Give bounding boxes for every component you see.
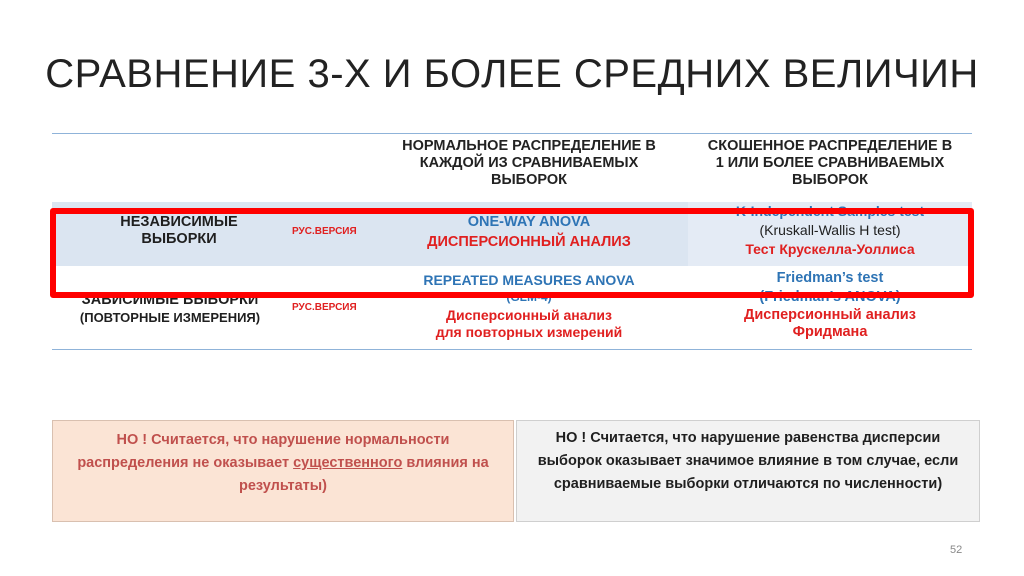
friedmans-test-text: Friedman’s test [776,270,884,286]
k-independent-samples-text: K-Independent Samples test [735,203,925,219]
friedman-dispersion-line-2: Фридмана [792,324,868,340]
header-normal-line-1: НОРМАЛЬНОЕ РАСПРЕДЕЛЕНИЕ В [402,138,656,154]
kruskell-wallis-ru-text: Тест Крускелла-Уоллиса [745,241,915,257]
independent-rus-version-link[interactable]: РУС.ВЕРСИЯ [292,226,357,237]
header-skewed-line-3: ВЫБОРОК [792,172,868,188]
dispersion-analysis-text: ДИСПЕРСИОННЫЙ АНАЛИЗ [427,234,631,250]
slide-title: СРАВНЕНИЕ 3-Х И БОЛЕЕ СРЕДНИХ ВЕЛИЧИН [45,52,979,96]
table-bottom-line [52,349,972,350]
header-skewed-distribution [688,138,972,189]
dependent-rus-version-link[interactable]: РУС.ВЕРСИЯ [292,302,357,313]
dependent-label-line-2: (ПОВТОРНЫЕ ИЗМЕРЕНИЯ) [79,310,261,325]
friedman-dispersion-line-1: Дисперсионный анализ [744,307,916,323]
independent-label-line-2: ВЫБОРКИ [141,231,217,247]
header-skewed-line-1: СКОШЕННОЕ РАСПРЕДЕЛЕНИЕ В [707,138,953,154]
glm-4-text: (GLM-4) [506,290,552,304]
repeated-dispersion-line-2: для повторных измерений [435,324,623,340]
highlight-rectangle [50,208,974,298]
header-normal-line-2: КАЖДОЙ ИЗ СРАВНИВАЕМЫХ [419,155,639,171]
dependent-label-line-1: ЗАВИСИМЫЕ ВЫБОРКИ [81,292,259,308]
header-skewed-line-2: 1 ИЛИ БОЛЕЕ СРАВНИВАЕМЫХ [715,155,945,171]
kruskall-wallis-text: (Kruskall-Wallis H test) [759,222,901,238]
note-normality-part-1: НО ! Считается, что нарушение нормальности распределения не оказывает [77,432,450,471]
repeated-measures-anova-text: REPEATED MEASURES ANOVA [423,272,635,288]
one-way-anova-text: ONE-WAY ANOVA [467,214,591,230]
note-normality-underlined: существенного [293,455,403,471]
friedmans-anova-text: (Friedman’s ANOVA) [759,289,901,305]
note-variance: НО ! Считается, что нарушение равенства дисперсии выборок оказывает значимое влияние в том случае, если сравниваемые выборки отличаются по численности) [516,420,980,522]
page-number: 52 [950,544,963,556]
table-top-line [52,133,972,134]
header-normal-line-3: ВЫБОРОК [491,172,567,188]
independent-label-line-1: НЕЗАВИСИМЫЕ [120,214,238,230]
repeated-dispersion-line-1: Дисперсионный анализ [446,307,612,323]
header-normal-distribution [372,138,686,189]
note-normality-part-2: влияния на результаты) [239,455,489,494]
note-normality [52,420,514,522]
